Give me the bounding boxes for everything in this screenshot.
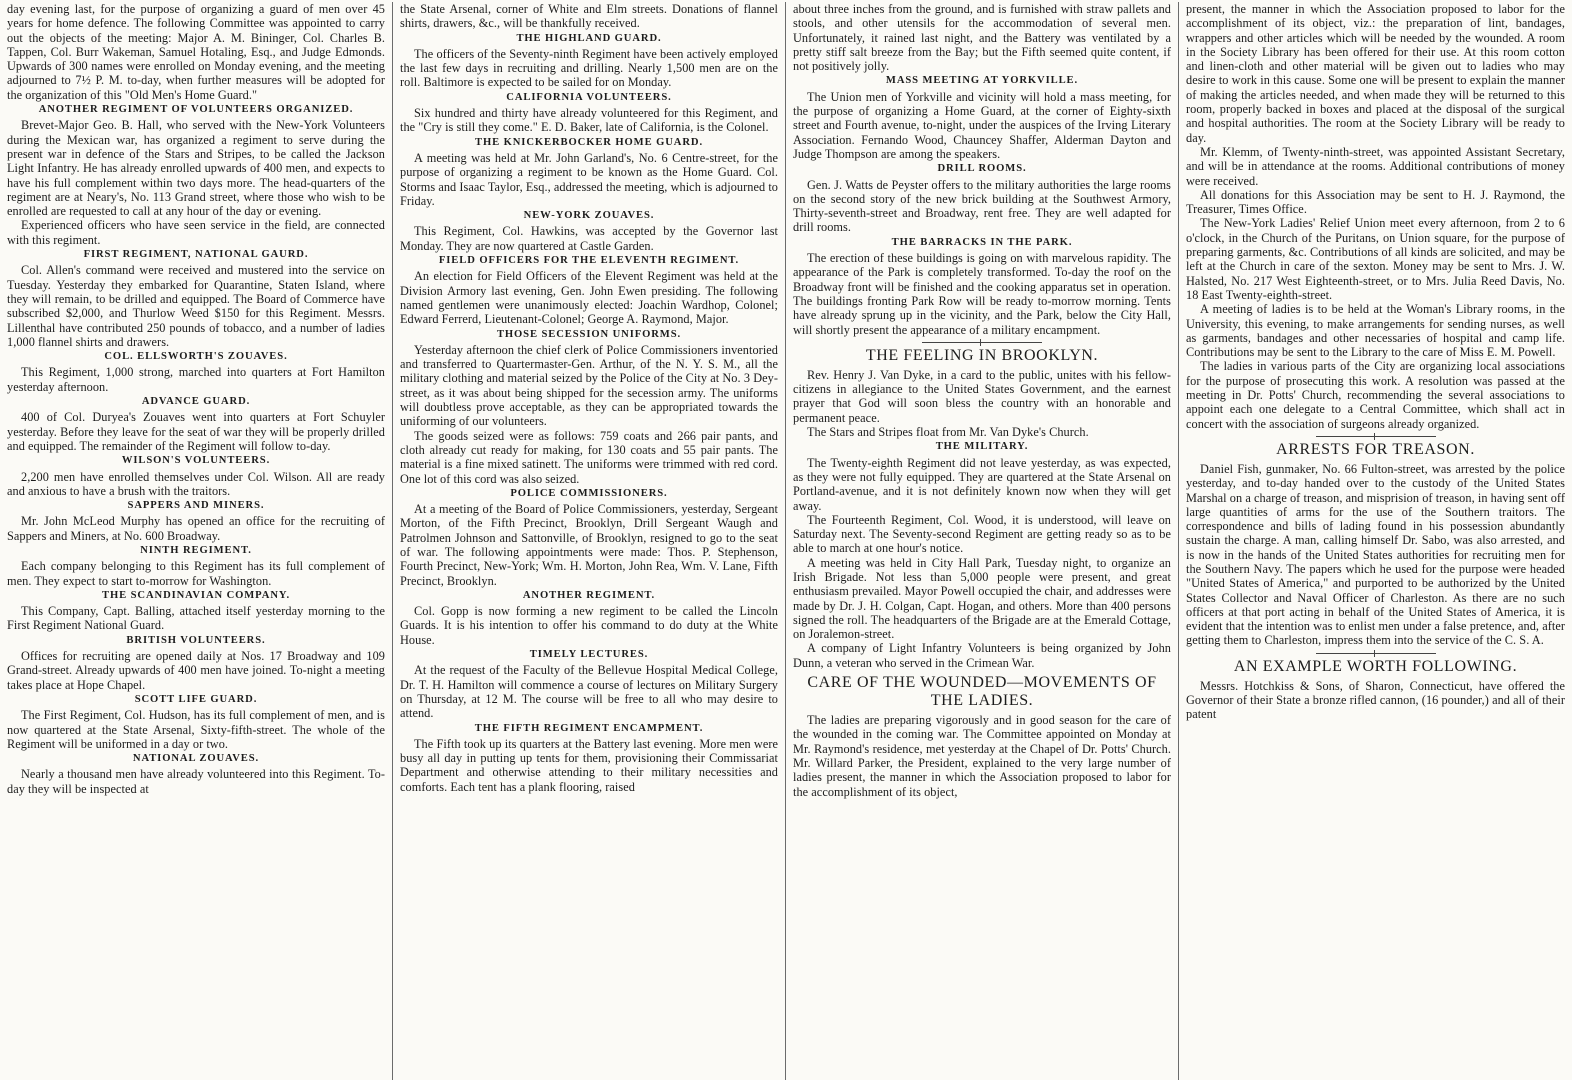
article-paragraph: At a meeting of the Board of Police Commissioners, yesterday, Sergeant Morton, of the Fifth Precinct, Brooklyn, Drill Sergeant Waugh and Patrolmen Johnson and Sattonville, of Brooklyn, resigned to go to the seat of war. The following appointments were made: Thos. P. Stephenson, Fourth Precinct, New-York; Wm. H. Morton, John Rea, Wm. V. Lane, Fifth Precinct, Brooklyn. (400, 502, 778, 588)
article-paragraph: day evening last, for the purpose of organizing a guard of men over 45 years for home defence. The following Committee was appointed to carry out the objects of the meeting: Major A. M. Bininger, Col. Charles B. Tappen, Col. Burr Wakeman, Samuel Hotaling, Esq., and Judge Edmonds. Upwards of 300 names were enrolled on Monday evening, and the meeting adjourned to 7½ P. M. to-day, when further measures will be adopted for the organization of this "Old Men's Home Guard." (7, 2, 385, 102)
article-paragraph: The officers of the Seventy-ninth Regiment have been actively employed the last few days in recruiting and drilling. Nearly 1,500 men are on the roll. Baltimore is expected to be sailed for on Monday. (400, 46, 778, 90)
article-paragraph: Yesterday afternoon the chief clerk of Police Commissioners inventoried and transferred to Quartermaster-Gen. Arthur, of the N. Y. S. M., all the military clothing and material seized by the Police of the City at No. 3 Dey-street, as it was about being shipped for the secession army. The uniforms will doubtless prove acceptable, as they can be appropriated towards the uniforming of our volunteers. (400, 342, 778, 429)
article-paragraph: All donations for this Association may be sent to H. J. Raymond, the Treasurer, Times Office. (1186, 187, 1565, 217)
article-paragraph: Mr. John McLeod Murphy has opened an office for the recruiting of Sappers and Miners, at No. 600 Broadway. (7, 514, 385, 543)
section-divider (1316, 436, 1436, 437)
article-paragraph: This Regiment, 1,000 strong, marched into quarters at Fort Hamilton yesterday afternoon. (7, 365, 385, 394)
section-divider (1316, 653, 1436, 654)
article-paragraph: A meeting was held at Mr. John Garland's, No. 6 Centre-street, for the purpose of organizing a regiment to be known as the Home Guard. Col. Storms and Isaac Taylor, Esq., addressed the meeting, which is adjourned to Friday. (400, 150, 778, 208)
article-paragraph: 2,200 men have enrolled themselves under Col. Wilson. All are ready and anxious to have a brush with the traitors. (7, 469, 385, 498)
section-heading: NINTH REGIMENT. (140, 544, 252, 556)
section-heading: THE SCANDINAVIAN COMPANY. (102, 589, 290, 601)
article-paragraph: The ladies in various parts of the City are organizing local associations for the purpose of prosecuting this work. A resolution was passed at the meeting in Dr. Potts' Church, recommending the several associations to appoint each one delegate to a Central Committee, which shall act in concert with the association of surgeons already organized. (1186, 359, 1565, 431)
section-heading: SCOTT LIFE GUARD. (134, 693, 258, 705)
article-paragraph: At the request of the Faculty of the Bellevue Hospital Medical College, Dr. T. H. Hamilton will commence a course of lectures on Military Surgery on Thursday, at 12 M. The course will be free to all who may desire to attend. (400, 663, 778, 721)
section-heading: ADVANCE GUARD. (141, 396, 251, 408)
section-heading: FIRST REGIMENT, NATIONAL GAURD. (83, 249, 309, 261)
article-paragraph: Rev. Henry J. Van Dyke, in a card to the public, unites with his fellow-citizens in allegiance to the United States Government, and the earnest prayer that God will soon bless the country with an honorable and permanent peace. (793, 367, 1171, 425)
section-heading: FIELD OFFICERS FOR THE ELEVENTH REGIMENT. (438, 255, 740, 267)
article-paragraph: The erection of these buildings is going on with marvelous rapidity. The appearance of the Park is completely transformed. To-day the roof on the Broadway front will be finished and the cooking apparatus set in operation. The buildings fronting Park Row will be ready to-morrow morning. Tents have already sprung up in the vicinity, and the Park, below the City Hall, will shortly present the appearance of a military encampment. (793, 251, 1171, 337)
article-paragraph: The Stars and Stripes float from Mr. Van Dyke's Church. (807, 425, 1089, 440)
article-paragraph: An election for Field Officers of the Elevent Regiment was held at the Division Armory last evening, Gen. John Ewen presiding. The following named gentlemen were unanimously elected: Joachin Wardhop, Colonel; Edward Ferrerd, Lieutenant-Colonel; George A. Raymond, Major. (400, 269, 778, 327)
article-paragraph: Offices for recruiting are opened daily at Nos. 17 Broadway and 109 Grand-street. Already upwards of 400 men have joined. To-night a meeting takes place at Hope Chapel. (7, 649, 385, 692)
article-paragraph: This Regiment, Col. Hawkins, was accepted by the Governor last Monday. They are now quartered at Castle Garden. (400, 224, 778, 253)
section-heading: WILSON'S VOLUNTEERS. (121, 455, 271, 467)
article-paragraph: 400 of Col. Duryea's Zouaves went into quarters at Fort Schuyler yesterday. Before they leave for the seat of war they will be properly drilled and equipped. The remainder of the Regiment will follow to-day. (7, 410, 385, 453)
section-heading: ANOTHER REGIMENT. (522, 589, 656, 601)
section-heading: POLICE COMMISSIONERS. (510, 487, 668, 499)
article-paragraph: Gen. J. Watts de Peyster offers to the military authorities the large rooms on the second story of the new brick building at the Southwest Armory, Thirty-seventh-street and Broadway, rent free. They are well adapted for drill rooms. (793, 177, 1171, 235)
column-4 (1179, 2, 1572, 1080)
article-paragraph: Mr. Klemm, of Twenty-ninth-street, was appointed Assistant Secretary, and will be in attendance at the rooms. Additional contributions of money were received. (1186, 144, 1565, 188)
article-paragraph: present, the manner in which the Association proposed to labor for the accomplishment of its object, viz.: the preparation of lint, bandages, wrappers and other articles which will be needed by the wounded. A room in the Society Library has been offered for their use. At this room cotton and linen-cloth and other material will be given out to ladies who may desire to work in this cause. Some one will be present to explain the manner of making the articles needed, and when made they will be returned to this room, properly backed in boxes and placed at the disposal of the surgical and hospital authorities. The room at the Society Library will be ready to day. (1186, 2, 1565, 145)
article-paragraph: Six hundred and thirty have already volunteered for this Regiment, and the "Cry is still they come." E. D. Baker, late of California, is the Colonel. (400, 106, 778, 135)
section-heading: BRITISH VOLUNTEERS. (126, 634, 266, 646)
section-heading: THE HIGHLAND GUARD. (516, 32, 662, 44)
article-headline: THE FEELING IN BROOKLYN. (865, 346, 1099, 364)
article-paragraph: the State Arsenal, corner of White and Elm streets. Donations of flannel shirts, drawers, &c., will be thankfully received. (400, 2, 778, 31)
article-paragraph: The Fifth took up its quarters at the Battery last evening. More men were busy all day in putting up tents for them, provisioning their Commissariat Department and otherwise attending to their military necessities and comforts. Each tent has a plank flooring, raised (400, 736, 778, 794)
article-paragraph: A meeting of ladies is to be held at the Woman's Library rooms, in the University, this evening, to make arrangements for sending nurses, as well as garments, bandages and other necessaries of hospital and camp life. Contributions may be sent to the Library to the care of Miss E. M. Powell. (1186, 302, 1565, 360)
section-heading: CALIFORNIA VOLUNTEERS. (506, 91, 672, 103)
section-heading: TIMELY LECTURES. (529, 649, 649, 661)
column-2 (393, 2, 786, 1080)
section-heading: COL. ELLSWORTH'S ZOUAVES. (104, 351, 288, 363)
section-heading: NATIONAL ZOUAVES. (132, 753, 260, 765)
section-heading: THOSE SECESSION UNIFORMS. (496, 328, 682, 340)
article-paragraph: Each company belonging to this Regiment has its full complement of men. They expect to start to-morrow for Washington. (7, 559, 385, 588)
article-paragraph: Col. Gopp is now forming a new regiment to be called the Lincoln Guards. It is his intention to offer his command to do duty at the White House. (400, 604, 778, 647)
article-paragraph: The Twenty-eighth Regiment did not leave yesterday, as was expected, as they were not fully equipped. They are quartered at the State Arsenal on Portland-avenue, and it is not definitely known now when they will get away. (793, 455, 1171, 513)
article-headline: CARE OF THE WOUNDED—MOVEMENTS OF THE LADIES. (807, 674, 1157, 710)
article-paragraph: Nearly a thousand men have already volunteered into this Regiment. To-day they will be inspected at (7, 767, 385, 796)
article-paragraph: Messrs. Hotchkiss & Sons, of Sharon, Connecticut, have offered the Governor of their State a bronze rifled cannon, (16 pounder,) and all of their patent (1186, 678, 1565, 722)
article-paragraph: Brevet-Major Geo. B. Hall, who served with the New-York Volunteers during the Mexican war, has organized a regiment to serve during the present war in defence of the Stars and Stripes, to be called the Jackson Light Infantry. He has already enrolled upwards of 400 men, and expects to have his full complement within two days more. The head-quarters of the regiment are at Neary's, No. 113 Grand street, where those who wish to be enrolled are requested to call at any hour of the day or evening. (7, 118, 385, 219)
section-heading: NEW-YORK ZOUAVES. (523, 210, 655, 222)
section-heading: ANOTHER REGIMENT OF VOLUNTEERS ORGANIZED. (38, 104, 354, 116)
article-paragraph: Daniel Fish, gunmaker, No. 66 Fulton-street, was arrested by the police yesterday, and to-day handed over to the custody of the United States Marshal on a charge of treason, and misprision of treason, in having sent off large quantities of arms for the use of the Southern traitors. The correspondence and bills of lading found in his possession abundantly sustain the charge. A man, calling himself Dr. Sabo, was also arrested, and is now in the hands of the United States authorities for recruiting men for the Southern Navy. The papers which he used for the purpose were headed "United States of America," and purported to be authorized by the United States Collector and Naval Officer of Charleston. As there are no such officers at that port acting in behalf of the United States of America, it is evident that the intention was to enlist men under a false pretence, and, after getting them to Charleston, impress them into the service of the C. S. A. (1186, 461, 1565, 648)
section-heading: THE BARRACKS IN THE PARK. (891, 236, 1073, 248)
article-paragraph: The First Regiment, Col. Hudson, has its full complement of men, and is now quartered at the State Arsenal, Sixty-fifth-street. The whole of the Regiment will be uniformed in a day or two. (7, 708, 385, 751)
article-headline: AN EXAMPLE WORTH FOLLOWING. (1233, 657, 1518, 675)
article-paragraph: about three inches from the ground, and is furnished with straw pallets and stools, and other utensils for the accommodation of several men. Unfortunately, it rained last night, and the Battery was ventilated by a pretty stiff salt breeze from the Bay; but the Fifth seemed quite content, if not positively jolly. (793, 2, 1171, 74)
article-paragraph: This Company, Capt. Balling, attached itself yesterday morning to the First Regiment National Guard. (7, 604, 385, 633)
column-1 (0, 2, 393, 1080)
article-headline: ARRESTS FOR TREASON. (1276, 440, 1475, 458)
section-heading: DRILL ROOMS. (937, 163, 1027, 175)
article-paragraph: The goods seized were as follows: 759 coats and 266 pair pants, and cloth already cut ready for making, for 130 coats and 55 pair pants. The material is a fine mixed satinett. The uniforms were trimmed with red cord. One lot of this cord was also seized. (400, 428, 778, 486)
section-heading: THE FIFTH REGIMENT ENCAMPMENT. (474, 722, 704, 734)
article-paragraph: The Fourteenth Regiment, Col. Wood, it is understood, will leave on Saturday next. The Seventy-second Regiment are getting ready so as to be able to march at one hour's notice. (793, 512, 1171, 556)
article-paragraph: The Union men of Yorkville and vicinity will hold a mass meeting, for the purpose of organizing a Home Guard, at the corner of Eighty-sixth street and Fourth avenue, to-night, under the auspices of the Irving Literary Association. Fernando Wood, Chauncey Shaffer, Alderman Dayton and Judge Thompson are among the speakers. (793, 89, 1171, 161)
section-heading: SAPPERS AND MINERS. (127, 500, 265, 512)
section-divider (922, 342, 1042, 343)
article-paragraph: Col. Allen's command were received and mustered into the service on Tuesday. Yesterday they embarked for Quarantine, Staten Island, where they will remain, to be drilled and equipped. The Board of Commerce have subscribed $2,000, and Thurlow Weed $150 for this Regiment. Messrs. Lillenthal have contributed 250 pounds of tobacco, and a number of ladies 1,000 flannel shirts and drawers. (7, 263, 385, 349)
column-3 (786, 2, 1179, 1080)
article-paragraph: Experienced officers who have seen service in the field, are connected with this regiment. (7, 218, 385, 247)
section-heading: MASS MEETING AT YORKVILLE. (885, 75, 1079, 87)
article-paragraph: The New-York Ladies' Relief Union meet every afternoon, from 2 to 6 o'clock, in the Church of the Puritans, on Union square, for the purpose of preparing garments, &c. Contributions of all kinds are solicited, and may be left at the Church in care of the sexton. Money may be sent to Mrs. J. W. Halsted, No. 217 West Eighteenth-street, or to Mrs. Julia Reed Davis, No. 18 East Twenty-eighth-street. (1186, 216, 1565, 302)
article-paragraph: A company of Light Infantry Volunteers is being organized by John Dunn, a veteran who served in the Crimean War. (793, 641, 1171, 670)
article-paragraph: A meeting was held in City Hall Park, Tuesday night, to organize an Irish Brigade. Not less than 5,000 people were present, and great enthusiasm prevailed. Mayor Powell occupied the chair, and addresses were made by Dr. J. H. Colgan, Capt. Hogan, and others. More than 400 persons signed the roll. The headquarters of the Brigade are at the Emerald Cottage, on Joralemon-street. (793, 555, 1171, 642)
section-heading: THE MILITARY. (935, 441, 1029, 453)
section-heading: THE KNICKERBOCKER HOME GUARD. (475, 136, 703, 148)
article-paragraph: The ladies are preparing vigorously and in good season for the care of the wounded in the coming war. The Committee appointed on Monday at Mr. Raymond's residence, met yesterday at the Chapel of Dr. Potts' Church. Mr. Willard Parker, the President, explained to the very large number of ladies present, the manner in which the Association proposed to labor for the accomplishment of its object, (793, 713, 1171, 799)
